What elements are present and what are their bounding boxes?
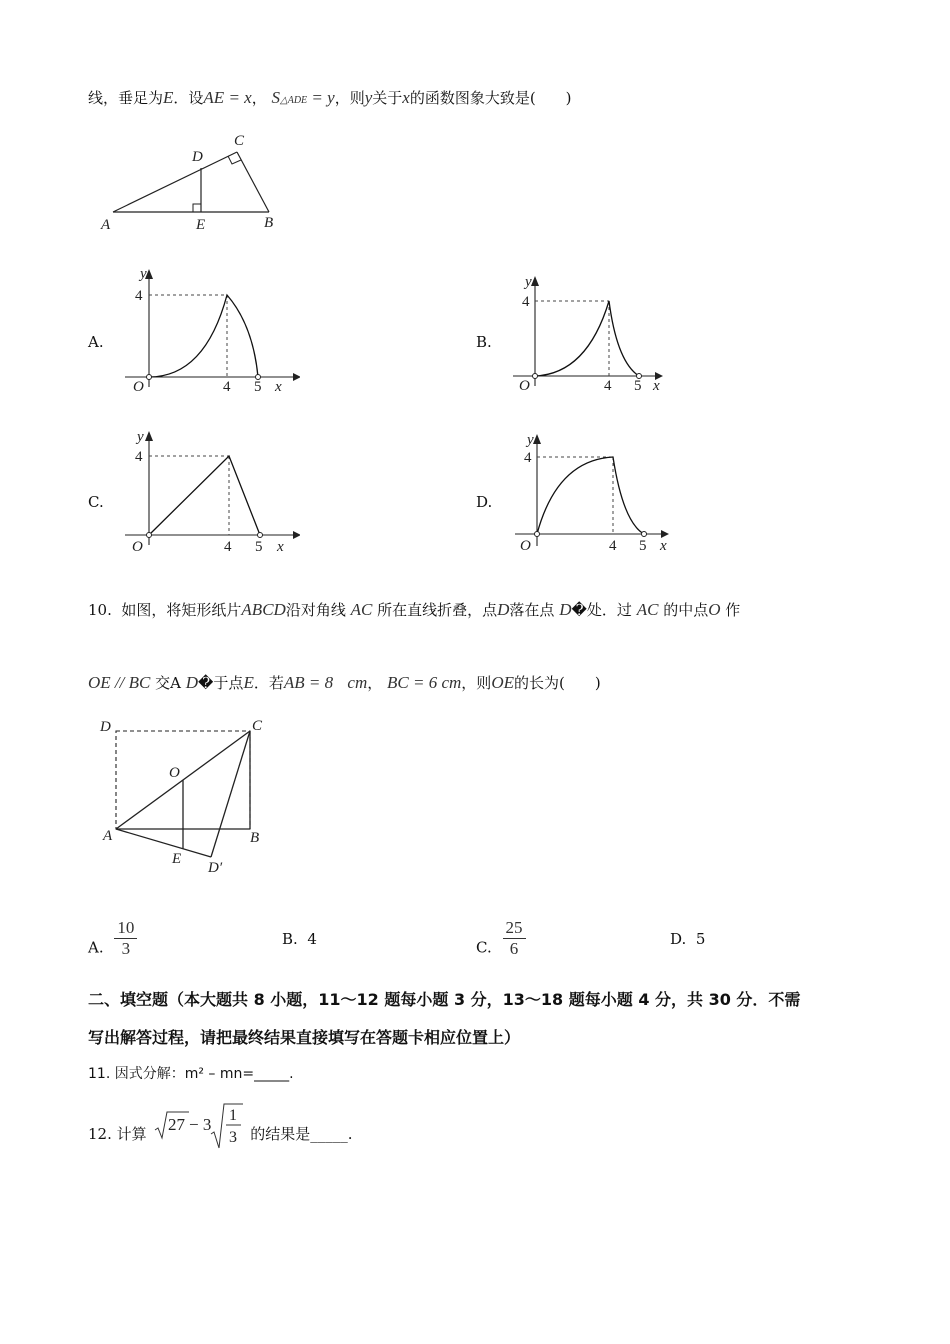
frac-denominator: 3 <box>229 1129 238 1146</box>
origin-label: O <box>132 539 143 555</box>
origin-label: O <box>520 538 531 554</box>
label-E: E <box>172 851 182 867</box>
q10-number: 10. <box>88 601 112 619</box>
q10-var: D <box>497 600 510 619</box>
x-tick-4: 4 <box>609 538 617 554</box>
q10-expr: AB = 8 <box>283 673 334 692</box>
label-D-prime: D′ <box>208 860 223 876</box>
q9-expr: S <box>271 88 281 107</box>
q10-var: OE <box>491 673 514 692</box>
y-axis-arrow <box>533 434 541 444</box>
numerator: 10 <box>114 918 137 939</box>
label-C: C <box>252 718 263 734</box>
q10-var: D <box>185 673 199 692</box>
q9-option-B-graph[interactable] <box>503 270 678 395</box>
section2-heading-line2: 写出解答过程，请把最终结果直接填写在答题卡相应位置上） <box>88 1028 521 1047</box>
x-label: x <box>660 538 667 554</box>
x-tick-4: 4 <box>223 379 231 395</box>
right-angle-E <box>193 204 201 212</box>
q10-var: D <box>559 600 572 619</box>
q10-var: E <box>243 673 254 692</box>
segment-CD-prime <box>211 731 250 857</box>
y-label: y <box>527 432 534 448</box>
q10-answer-D[interactable] <box>670 930 705 948</box>
frac-numerator: 1 <box>229 1107 238 1124</box>
label-B: B <box>250 830 260 846</box>
label-B: B <box>264 215 274 231</box>
q9-var: E <box>163 88 174 107</box>
x-label: x <box>275 379 282 395</box>
q9-option-C-graph[interactable] <box>115 425 300 555</box>
q9-option-A-letter[interactable]: A. <box>88 333 104 351</box>
q9-text: ， <box>251 89 267 107</box>
q9-text: ，则 <box>334 89 365 107</box>
q12-line <box>88 1100 352 1150</box>
q10-text: 所在直线折叠，点 <box>377 601 498 619</box>
q10-answer-A[interactable] <box>88 918 137 969</box>
q9-expr: = y <box>307 88 335 107</box>
label-E: E <box>196 217 206 233</box>
fraction-25-6 <box>503 918 526 959</box>
q10-fold-figure <box>95 712 280 877</box>
sqrt-sign-2 <box>211 1104 243 1148</box>
denominator: 3 <box>121 939 131 958</box>
label-D: D <box>192 149 203 165</box>
q9-var: x <box>402 88 410 107</box>
y-tick-4: 4 <box>135 449 143 465</box>
section2-heading-line1: 二、填空题（本大题共 8 小题，11～12 题每小题 3 分，13～18 题每小题 4 分，共 30 分．不需 <box>88 990 801 1009</box>
y-axis-arrow <box>531 276 539 286</box>
origin-point <box>147 375 152 380</box>
radicand-27: 27 <box>168 1115 186 1134</box>
label-O: O <box>169 765 180 781</box>
end-point <box>258 533 263 538</box>
q10-text-line1 <box>88 600 740 620</box>
q10-var: AC <box>350 600 373 619</box>
q12-prefix: 12. 计算 <box>88 1125 147 1143</box>
label-A: A <box>103 828 113 844</box>
q10-glyph: � <box>198 674 214 692</box>
q11-text: 11. 因式分解：m² – mn=_____. <box>88 1066 294 1082</box>
q9-option-C-letter[interactable]: C. <box>88 493 104 511</box>
q9-option-D-letter[interactable]: D. <box>476 493 493 511</box>
q10-unit: cm <box>347 673 368 692</box>
origin-point <box>533 374 538 379</box>
answer-letter: D. <box>670 930 687 948</box>
q10-var: O <box>708 600 721 619</box>
segment-AC <box>113 152 237 212</box>
answer-letter: A. <box>88 938 104 957</box>
fraction-10-3 <box>114 918 137 959</box>
polyline-graph <box>149 456 260 535</box>
curve <box>535 301 639 376</box>
x-tick-5: 5 <box>254 379 262 395</box>
q9-text: 线，垂足为 <box>88 89 164 107</box>
q9-option-A-graph[interactable] <box>115 265 300 395</box>
denominator: 6 <box>509 939 519 958</box>
answer-value: 4 <box>307 930 317 948</box>
q10-answer-C[interactable] <box>476 918 526 969</box>
q9-text: ．设 <box>173 89 204 107</box>
y-axis-arrow <box>145 431 153 441</box>
label-A: A <box>101 217 111 233</box>
y-tick-4: 4 <box>524 450 532 466</box>
q9-option-D-graph[interactable] <box>505 430 680 555</box>
q10-text: 处．过 <box>586 601 632 619</box>
x-label: x <box>277 539 284 555</box>
numerator: 25 <box>503 918 526 939</box>
origin-point <box>147 533 152 538</box>
q9-text: 关于 <box>372 89 403 107</box>
right-angle-C <box>228 156 241 164</box>
q9-text: 的函数图象大致是( ) <box>409 89 572 107</box>
q12-suffix: 的结果是_____. <box>250 1125 353 1143</box>
x-axis-arrow <box>293 531 300 539</box>
q10-text: 的中点 <box>663 601 709 619</box>
x-tick-4: 4 <box>224 539 232 555</box>
x-tick-4: 4 <box>604 378 612 394</box>
q9-expr-sub: △ADE <box>280 95 308 106</box>
q10-text: ．若 <box>253 674 284 692</box>
label-C: C <box>234 133 245 149</box>
q10-answer-B[interactable] <box>282 930 317 948</box>
q10-glyph: � <box>571 601 587 619</box>
q9-var: y <box>364 88 373 107</box>
q10-var: AC <box>636 600 659 619</box>
q10-text: 于点 <box>213 674 244 692</box>
q10-var: ABCD <box>241 600 286 619</box>
label-D: D <box>100 719 111 735</box>
q9-triangle-figure <box>95 128 295 238</box>
x-tick-5: 5 <box>634 378 642 394</box>
y-label: y <box>525 274 532 290</box>
q10-expr: BC = 6 cm <box>387 673 462 692</box>
y-tick-4: 4 <box>135 288 143 304</box>
q12-radical-expression <box>153 1100 245 1150</box>
segment-AD-prime <box>116 829 211 857</box>
answer-letter: C. <box>476 938 492 957</box>
q10-text: 落在点 <box>509 601 555 619</box>
q10-text: 交A <box>155 674 181 692</box>
origin-label: O <box>133 379 144 395</box>
answer-letter: B. <box>282 930 298 948</box>
y-label: y <box>137 429 144 445</box>
q10-text-line2: OE // BC 交A D�于点E．若AB = 8 cm， BC = 6 cm，则OE的长为( ) <box>88 673 601 692</box>
curve <box>149 295 258 377</box>
y-tick-4: 4 <box>522 294 530 310</box>
answer-value: 5 <box>695 930 706 948</box>
q10-text: 作 <box>725 601 741 619</box>
curve <box>537 457 644 534</box>
segment-CB <box>237 152 269 212</box>
x-tick-5: 5 <box>255 539 263 555</box>
q9-expr: AE = x <box>203 88 252 107</box>
minus-three: − 3 <box>189 1115 212 1134</box>
end-point <box>642 532 647 537</box>
x-axis-arrow <box>293 373 300 381</box>
q9-option-B-letter[interactable]: B. <box>476 333 492 351</box>
x-label: x <box>653 378 660 394</box>
q9-text-line <box>88 88 572 111</box>
q10-text: ，则 <box>461 674 492 692</box>
q10-expr: OE // BC <box>88 673 151 692</box>
y-label: y <box>140 266 147 282</box>
q10-text: 沿对角线 <box>285 601 346 619</box>
x-tick-5: 5 <box>639 538 647 554</box>
q10-text: 如图，将矩形纸片 <box>121 601 242 619</box>
q10-text: 的长为( ) <box>513 674 601 692</box>
origin-point <box>535 532 540 537</box>
x-axis-arrow <box>661 530 669 538</box>
origin-label: O <box>519 378 530 394</box>
